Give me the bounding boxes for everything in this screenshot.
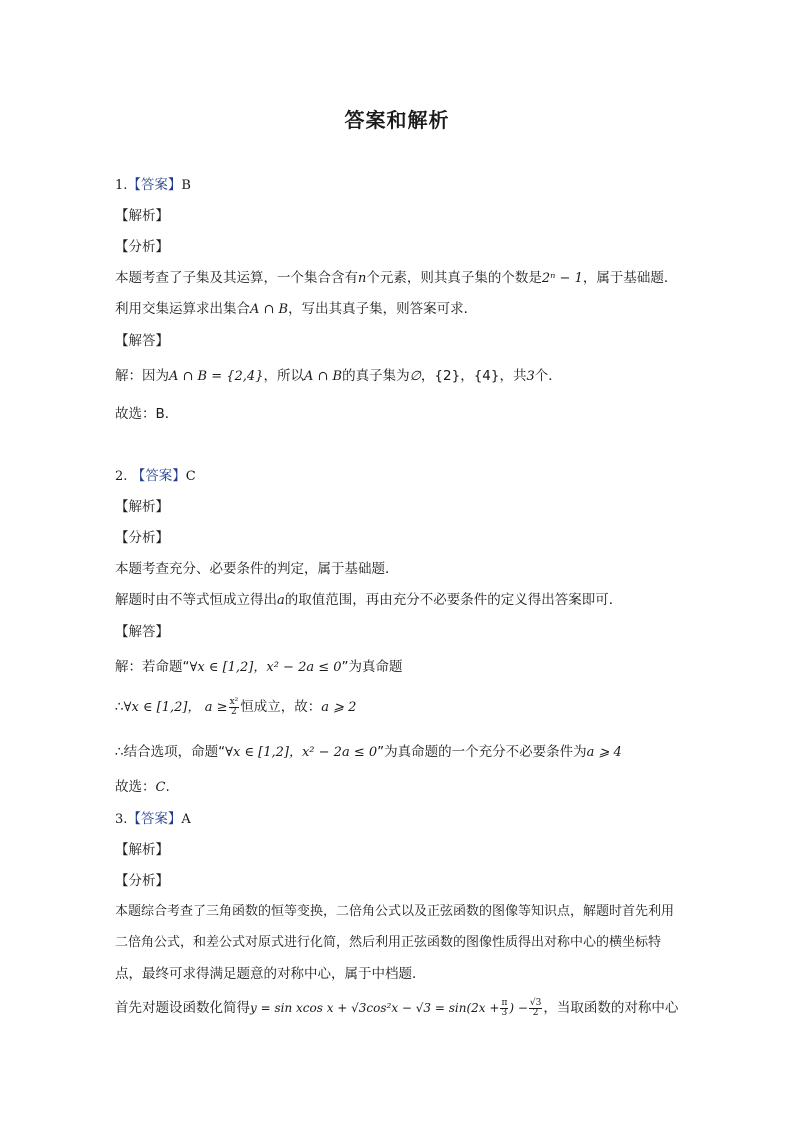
math: A ∩ B bbox=[250, 302, 289, 317]
q2-jiexi: 【解析】 bbox=[115, 499, 169, 515]
text: 个． bbox=[534, 368, 562, 384]
q2-answer-line bbox=[115, 466, 196, 487]
q1-jieda: 【解答】 bbox=[115, 333, 169, 349]
fraction bbox=[500, 999, 508, 1018]
text: 故选： bbox=[115, 779, 156, 795]
math: ∀x ∈ [1,2]，x² − 2a ≤ 0 bbox=[189, 660, 342, 675]
text: 利用交集运算求出集合 bbox=[115, 301, 250, 317]
math: y = sin xcos x + √3cos²x − √3 = sin(2x + bbox=[250, 1001, 500, 1015]
page-title: 答案和解析 bbox=[344, 108, 450, 132]
text: ”为真命题的一个充分不必要条件为 bbox=[377, 744, 587, 760]
q3-answer: A bbox=[181, 812, 191, 827]
q2-analysis-line1: 本题考查充分、必要条件的判定，属于基础题． bbox=[115, 561, 399, 577]
q3-analysis-line4 bbox=[115, 998, 678, 1018]
text: 个元素，则其真子集的个数是 bbox=[366, 270, 542, 286]
math: a ⩾ 2 bbox=[321, 700, 357, 715]
text: 的真子集为 bbox=[342, 368, 410, 384]
text: 恒成立，故： bbox=[240, 699, 322, 715]
frac-denominator: 3 bbox=[501, 1007, 508, 1018]
frac-numerator: π bbox=[501, 997, 508, 1008]
text: 解题时由不等式恒成立得出 bbox=[115, 592, 277, 608]
q3-analysis-line2: 二倍角公式，和差公式对原式进行化简，然后利用正弦函数的图像性质得出对称中心的横坐标特 bbox=[115, 935, 662, 950]
text: ∴结合选项，命题“ bbox=[115, 744, 226, 760]
q2-choose bbox=[115, 777, 170, 798]
text: ，属于基础题． bbox=[582, 270, 678, 286]
math: ∅ bbox=[409, 369, 421, 384]
text: 的取值范围，再由充分不必要条件的定义得出答案即可． bbox=[284, 592, 623, 608]
frac-numerator: √3 bbox=[529, 997, 542, 1008]
q2-fenxi: 【分析】 bbox=[115, 530, 169, 546]
math: n bbox=[358, 271, 367, 286]
frac-denominator: 2 bbox=[532, 1007, 539, 1018]
math: a ⩾ 4 bbox=[586, 745, 622, 760]
math: ∀x ∈ [1,2]，x² − 2a ≤ 0 bbox=[225, 745, 378, 760]
text: ，当取函数的对称中心 bbox=[543, 1000, 679, 1016]
text: ”为真命题 bbox=[341, 659, 403, 675]
math: C bbox=[155, 780, 166, 795]
math: 2ⁿ − 1 bbox=[541, 271, 583, 286]
q2-analysis-line2 bbox=[115, 590, 622, 611]
q2-solution-line2 bbox=[115, 697, 356, 718]
text: 本题考查了子集及其运算，一个集合含有 bbox=[115, 270, 358, 286]
math: A ∩ B bbox=[303, 369, 343, 384]
q3-analysis-line3: 点，最终可求得满足题意的对称中心，属于中档题． bbox=[115, 966, 426, 982]
q3-jiexi: 【解析】 bbox=[115, 842, 169, 858]
math: ∀x ∈ [1,2]， bbox=[123, 700, 201, 715]
q1-number: 1. bbox=[115, 178, 128, 193]
q2-number: 2. bbox=[115, 469, 128, 484]
q1-analysis-line1 bbox=[115, 268, 677, 289]
text: 首先对题设函数化简得 bbox=[115, 1000, 250, 1016]
q1-solution-line1 bbox=[115, 366, 562, 387]
math: ) − bbox=[509, 1001, 528, 1015]
q1-analysis-line2 bbox=[115, 299, 477, 320]
q2-answer-tag: 【答案】 bbox=[131, 468, 186, 484]
q2-solution-line1 bbox=[115, 657, 403, 678]
math: 3 bbox=[526, 369, 535, 384]
q1-answer: B bbox=[181, 178, 191, 193]
text: 解：因为 bbox=[115, 368, 169, 384]
math: a ≥ bbox=[204, 700, 228, 715]
q2-answer: C bbox=[185, 469, 196, 484]
q1-fenxi: 【分析】 bbox=[115, 239, 169, 255]
frac-denominator: 2 bbox=[231, 706, 237, 717]
q2-jieda: 【解答】 bbox=[115, 624, 169, 640]
q3-answer-line bbox=[115, 809, 191, 830]
frac-numerator: x² bbox=[229, 696, 239, 707]
text: 解：若命题“ bbox=[115, 659, 190, 675]
q3-analysis-line1: 本题综合考查了三角函数的恒等变换，二倍角公式以及正弦函数的图像等知识点，解题时首先利用 bbox=[115, 904, 675, 919]
q3-answer-tag: 【答案】 bbox=[127, 811, 182, 827]
text: . bbox=[165, 779, 170, 795]
fraction bbox=[229, 698, 240, 717]
math: A ∩ B = {2,4} bbox=[169, 369, 264, 384]
q1-jiexi: 【解析】 bbox=[115, 208, 169, 224]
text: ，写出其真子集，则答案可求． bbox=[288, 301, 478, 317]
q1-choose: 故选：B． bbox=[115, 406, 179, 422]
text: ∴ bbox=[115, 699, 124, 715]
q1-answer-tag: 【答案】 bbox=[127, 177, 182, 193]
q3-number: 3. bbox=[115, 812, 128, 827]
math: a bbox=[277, 593, 285, 608]
q3-fenxi: 【分析】 bbox=[115, 873, 169, 889]
q2-solution-line3 bbox=[115, 742, 622, 763]
text: ，所以 bbox=[263, 368, 304, 384]
text: ，{2}，{4}，共 bbox=[420, 368, 527, 384]
q1-answer-line bbox=[115, 175, 191, 196]
fraction bbox=[529, 999, 542, 1018]
